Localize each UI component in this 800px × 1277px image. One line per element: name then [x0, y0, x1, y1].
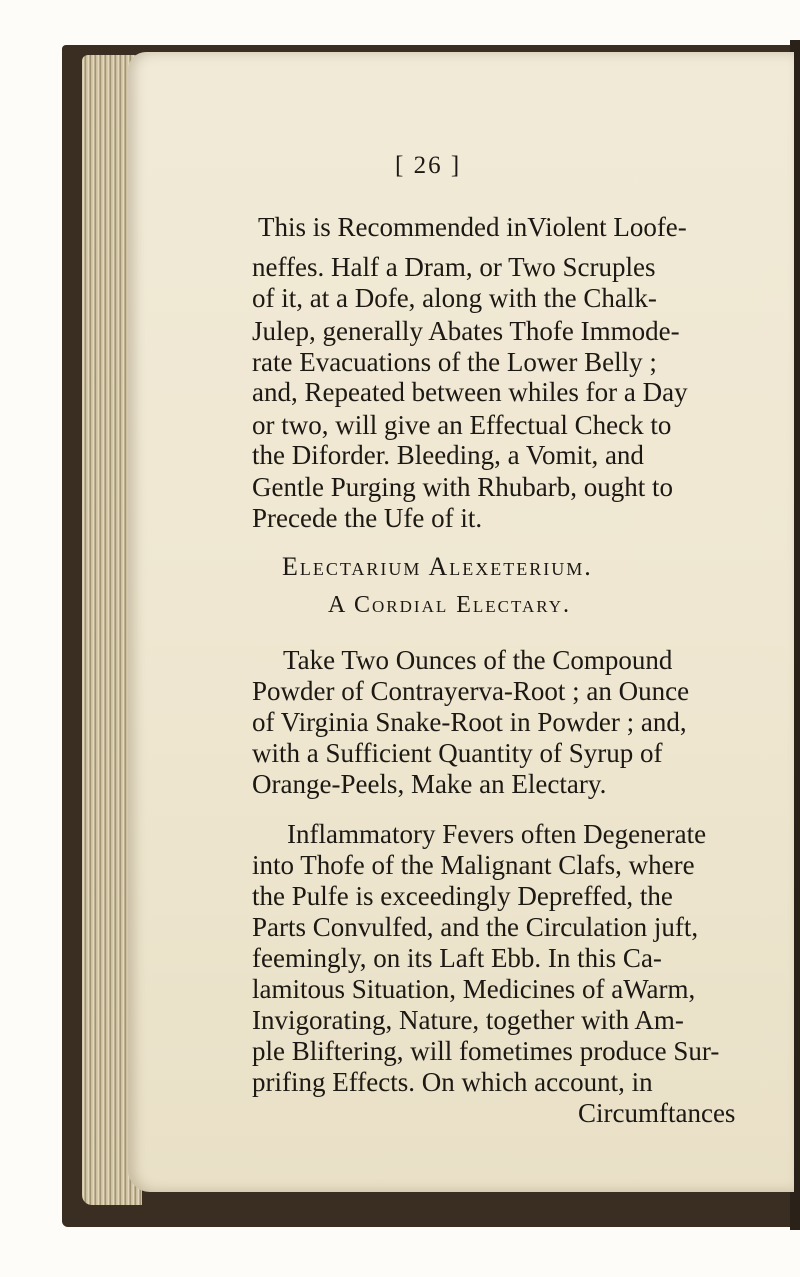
text-line: lamitous Situation, Medicines of aWarm,: [252, 974, 696, 1004]
text-line: Precede the Ufe of it.: [252, 503, 483, 533]
text-line: into Thofe of the Malignant Clafs, where: [252, 850, 695, 880]
text-line: Invigorating, Nature, together with Am-: [252, 1005, 684, 1035]
text-line: of Virginia Snake-Root in Powder ; and,: [252, 707, 687, 737]
text-line: prifing Effects. On which account, in: [252, 1067, 653, 1097]
text-line: the Pulfe is exceedingly Depreffed, the: [252, 881, 673, 911]
text-line: rate Evacuations of the Lower Belly ;: [252, 347, 657, 377]
text-line: feemingly, on its Laft Ebb. In this Ca-: [252, 943, 662, 973]
text-line: the Diforder. Bleeding, a Vomit, and: [252, 440, 644, 470]
text-line: Inflammatory Fevers often Degenerate: [287, 819, 707, 849]
text-line: Parts Convulfed, and the Circulation juft,: [252, 912, 699, 942]
text-line: neffes. Half a Dram, or Two Scruples: [252, 252, 656, 282]
section-subheading: A Cordial Electary.: [328, 592, 571, 618]
text-line: This is Recommended inViolent Loofe-: [258, 212, 687, 242]
text-line: with a Sufficient Quantity of Syrup of: [252, 738, 663, 768]
text-line: of it, at a Dofe, along with the Chalk-: [252, 283, 657, 313]
text-line: Julep, generally Abates Thofe Immode-: [252, 316, 680, 346]
text-line: Powder of Contrayerva-Root ; an Ounce: [252, 676, 690, 706]
catchword: Circumftances: [578, 1098, 736, 1128]
text-line: Take Two Ounces of the Compound: [283, 645, 673, 675]
section-heading: Electarium Alexeterium.: [282, 552, 593, 581]
text-line: Gentle Purging with Rhubarb, ought to: [252, 472, 673, 502]
page-number: [ 26 ]: [395, 152, 462, 179]
text-line: or two, will give an Effectual Check to: [252, 410, 672, 440]
text-line: Orange-Peels, Make an Electary.: [252, 769, 607, 799]
text-line: ple Bliftering, will fometimes produce Sur-: [252, 1036, 720, 1066]
text-line: and, Repeated between whiles for a Day: [252, 377, 688, 407]
